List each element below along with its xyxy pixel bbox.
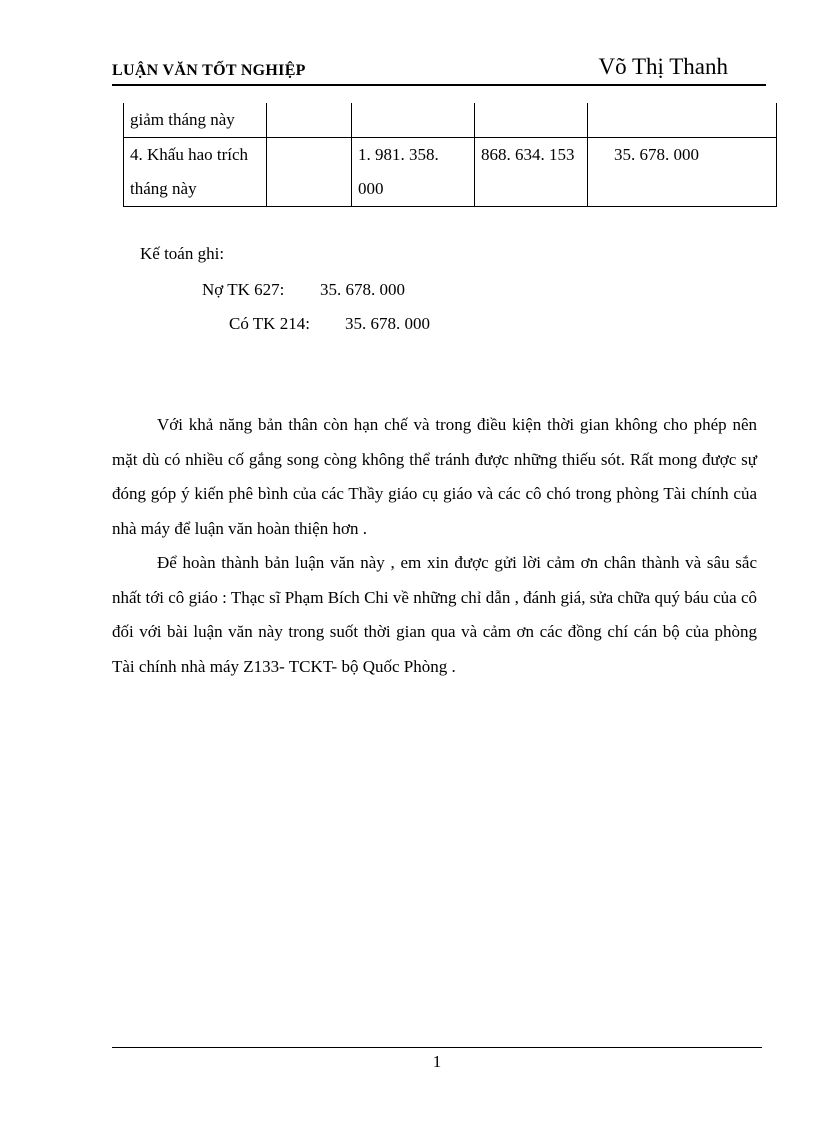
journal-label: Kế toán ghi:: [140, 244, 225, 263]
debit-account: Nợ TK 627:: [202, 280, 285, 299]
depreciation-table: [123, 103, 777, 207]
credit-account: Có TK 214:: [229, 314, 310, 333]
table-cell: 1. 981. 358. 000: [352, 138, 475, 207]
page-footer: [112, 1047, 762, 1071]
credit-amount: 35. 678. 000: [345, 314, 430, 333]
page-header: [112, 48, 766, 86]
table-row: [124, 103, 777, 138]
table-cell: [588, 103, 777, 138]
author-name: Võ Thị Thanh: [598, 54, 728, 79]
table-cell: [267, 138, 352, 207]
page-number: 1: [432, 1052, 442, 1071]
table-cell: 4. Khấu hao trích tháng này: [124, 138, 267, 207]
debit-entry: [202, 280, 405, 300]
table-cell: [352, 103, 475, 138]
table-cell: [475, 103, 588, 138]
credit-entry: [229, 314, 430, 334]
debit-amount: 35. 678. 000: [320, 280, 405, 299]
table-row: [124, 138, 777, 207]
table-cell: 35. 678. 000: [588, 138, 777, 207]
table-cell: [267, 103, 352, 138]
paragraph: Với khả năng bản thân còn hạn chế và trong điều kiện thời gian không cho phép nên mặt dù có nhiều cố gắng song còng không thể tránh được những thiếu sót. Rất mong được sự đóng góp ý kiến phê bình của các Thầy giáo cụ giáo và các cô chó trong phòng Tài chính của nhà máy để luận văn hoàn thiện hơn .: [112, 415, 757, 538]
table-cell: giảm tháng này: [124, 103, 267, 138]
body-text: [112, 408, 757, 684]
table-cell: 868. 634. 153: [475, 138, 588, 207]
paragraph: Để hoàn thành bản luận văn này , em xin được gửi lời cảm ơn chân thành và sâu sắc nhất tới cô giáo : Thạc sĩ Phạm Bích Chi về những chỉ dẫn , đánh giá, sửa chữa quý báu của cô đối với bài luận văn này trong suốt thời gian qua và cảm ơn các đồng chí cán bộ của phòng Tài chính nhà máy Z133- TCKT- bộ Quốc Phòng .: [112, 553, 757, 676]
document-title: LUẬN VĂN TỐT NGHIỆP: [112, 62, 306, 79]
